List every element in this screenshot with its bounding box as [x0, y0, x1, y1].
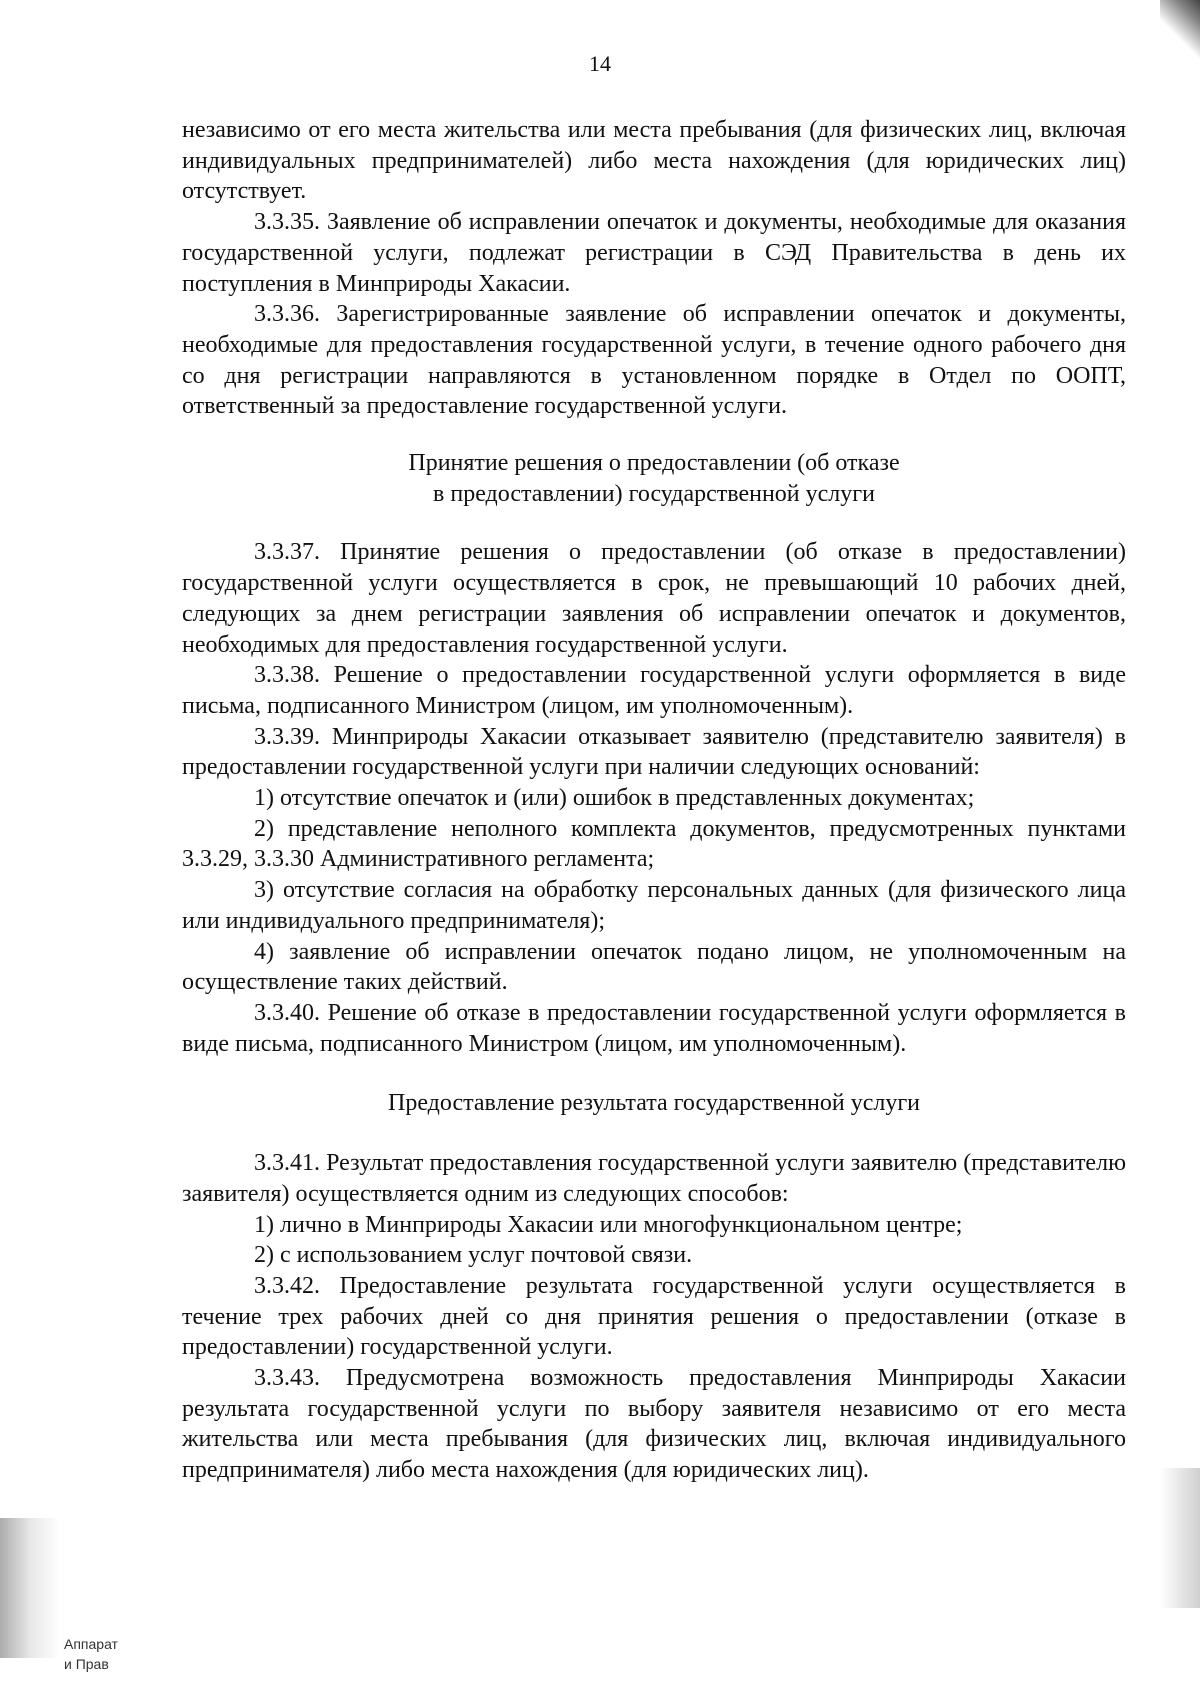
scan-shadow-bottom-left [0, 1518, 60, 1658]
document-body [182, 115, 1126, 1486]
paragraph-3-3-41: 3.3.41. Результат предоставления государственной услуги заявителю (представителю заявителя) осуществляется одним из следующих способов: [182, 1150, 1126, 1207]
stamp-line: Аппарат [64, 1636, 118, 1652]
paragraph-3-3-36: 3.3.36. Зарегистрированные заявление об исправлении опечаток и документы, необходимые для предоставления государственной услуги, в течение одного рабочего дня со дня регистрации направляются в установленном порядке в Отдел по ООПТ, ответственный за предоставление государственной услуги. [182, 301, 1126, 420]
section-heading-line: Предоставление результата государственной услуги [387, 1090, 921, 1117]
paragraph-3-3-40: 3.3.40. Решение об отказе в предоставлении государственной услуги оформляется в виде письма, подписанного Министром (лицом, им уполномоченным). [182, 999, 1126, 1057]
paragraph-3-3-43: 3.3.43. Предусмотрена возможность предоставления Минприроды Хакасии результата государственной услуги по выбору заявителя независимо от его места жительства или места пребывания (для физических лиц, включая индивидуального предпринимателя) либо места нахождения (для юридических лиц). [182, 1365, 1126, 1484]
section-heading-decision [182, 448, 1126, 509]
list-item: 3) отсутствие согласия на обработку персональных данных (для физического лица или индивидуального предпринимателя); [182, 877, 1126, 934]
list-item: 2) представление неполного комплекта документов, предусмотренных пунктами 3.3.29, 3.3.30 Административного регламента; [182, 815, 1126, 873]
page-number: 14 [589, 51, 611, 76]
section-heading-result [182, 1088, 1126, 1119]
section-heading-line: Принятие решения о предоставлении (об отказе [408, 450, 900, 477]
paragraph-continuation: независимо от его места жительства или места пребывания (для физических лиц, включая индивидуальных предпринимателей) либо места нахождения (для юридических лиц) отсутствует. [182, 117, 1126, 205]
paragraph-3-3-37: 3.3.37. Принятие решения о предоставлении (об отказе в предоставлении) государственной услуги осуществляется в срок, не превышающий 10 рабочих дней, следующих за днем регистрации заявления об исправлении опечаток и документов, необходимых для предоставления государственной услуги. [182, 539, 1126, 658]
list-item: 2) с использованием услуг почтовой связи. [254, 1242, 693, 1269]
scan-shadow-bottom-right [1160, 1468, 1200, 1608]
list-item: 1) отсутствие опечаток и (или) ошибок в представленных документах; [254, 785, 975, 812]
paragraph-3-3-38: 3.3.38. Решение о предоставлении государственной услуги оформляется в виде письма, подписанного Министром (лицом, им уполномоченным). [182, 662, 1126, 719]
section-heading-line: в предоставлении) государственной услуги [433, 480, 875, 507]
stamp-line: и Прав [64, 1656, 109, 1672]
list-item: 1) лично в Минприроды Хакасии или многофункциональном центре; [254, 1211, 963, 1238]
paragraph-3-3-39: 3.3.39. Минприроды Хакасии отказывает заявителю (представителю заявителя) в предоставлении государственной услуги при наличии следующих оснований: [182, 723, 1126, 781]
paragraph-3-3-35: 3.3.35. Заявление об исправлении опечаток и документы, необходимые для оказания государственной услуги, подлежат регистрации в СЭД Правительства в день их поступления в Минприроды Хакасии. [182, 209, 1126, 297]
list-item: 4) заявление об исправлении опечаток подано лицом, не уполномоченным на осуществление таких действий. [182, 938, 1126, 996]
office-stamp [64, 1634, 118, 1674]
paragraph-3-3-42: 3.3.42. Предоставление результата государственной услуги осуществляется в течение трех рабочих дней со дня принятия решения о предоставлении (отказе в предоставлении) государственной услуги. [182, 1272, 1126, 1361]
